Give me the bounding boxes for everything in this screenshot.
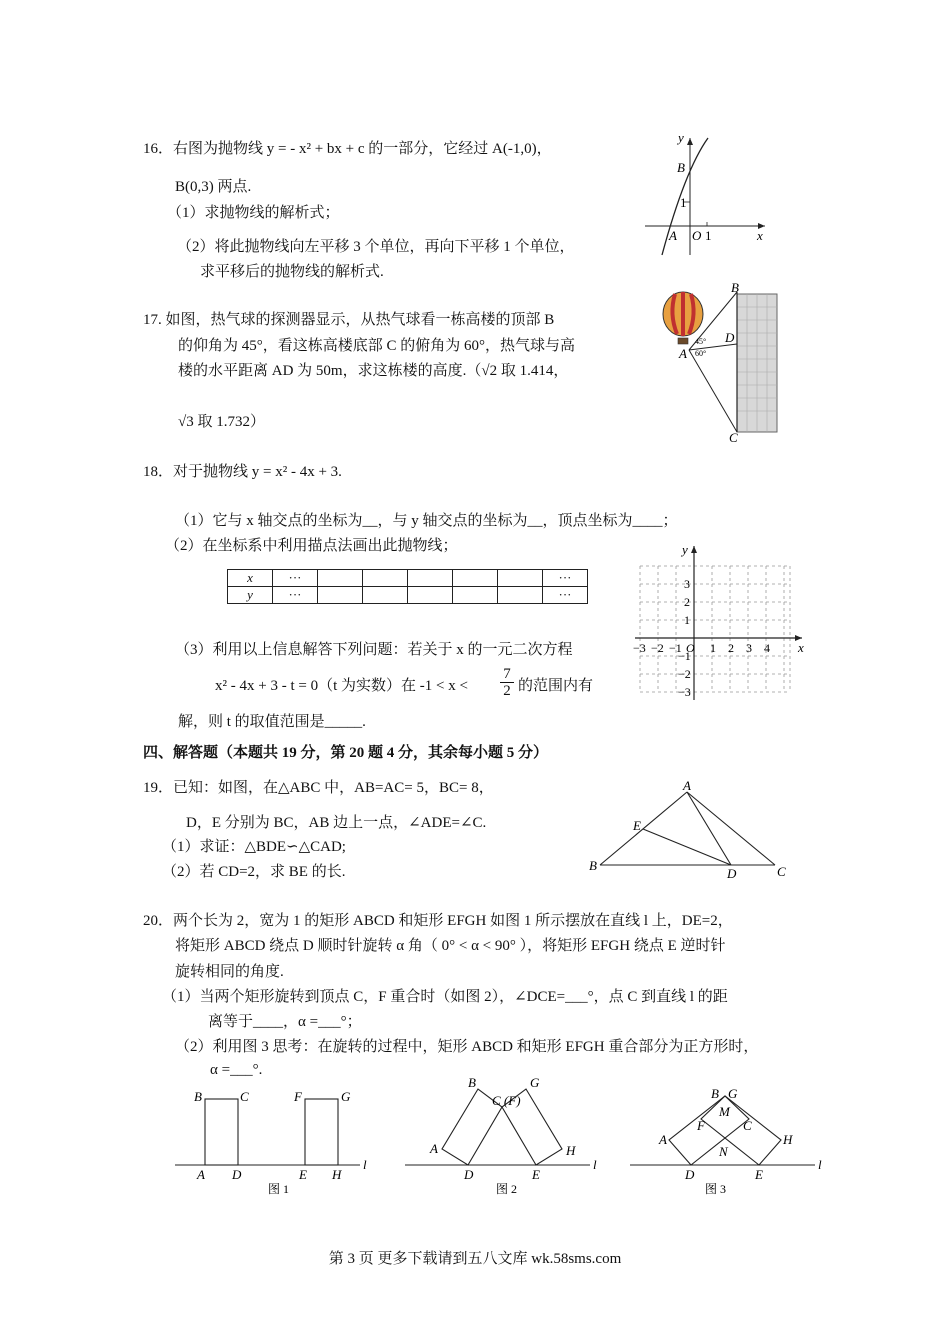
fig2-l: l — [593, 1157, 597, 1172]
q20-part2-b: α =___°. — [210, 1062, 263, 1078]
q17-line4: √3 取 1.732） — [178, 414, 265, 430]
q16-fig-y: y — [678, 130, 684, 145]
fig3-E: E — [755, 1167, 763, 1182]
q18-frac-den: 2 — [503, 683, 511, 699]
q18-line1: 18．对于抛物线 y = x² - 4x + 3. — [143, 464, 342, 480]
fig2-A: A — [430, 1141, 438, 1156]
q19-line1: 19．已知：如图，在△ABC 中，AB=AC= 5，BC= 8， — [143, 780, 494, 796]
q18-grid-y: y — [682, 542, 688, 557]
q20-figure-3 — [625, 1080, 835, 1200]
q20-line2: 将矩形 ABCD 绕点 D 顺时针旋转 α 角（ 0° < α < 90° ），将矩形 EFGH 绕点 E 逆时针 — [175, 938, 726, 954]
q18-grid-ytick: −2 — [678, 667, 691, 681]
q18-grid-xtick: −3 — [633, 641, 646, 655]
table-cell-dots: ··· — [273, 570, 318, 587]
q20-figure-1 — [170, 1085, 380, 1200]
table-header-y: y — [228, 587, 273, 604]
q17-fig-C: C — [729, 430, 738, 445]
q20-part2-a: （2）利用图 3 思考：在旋转的过程中，矩形 ABCD 和矩形 EFGH 重合部分为正方形时， — [175, 1039, 759, 1055]
q20-part1-a: （1）当两个矩形旋转到顶点 C，F 重合时（如图 2），∠DCE=___°，点 C 到直线 l 的距 — [162, 989, 728, 1005]
q18-grid-ytick: −3 — [678, 685, 691, 699]
fig2-D: D — [464, 1167, 474, 1182]
q16-part2-a: （2）将此抛物线向左平移 3 个单位，再向下平移 1 个单位， — [177, 239, 575, 255]
q19-fig-D: D — [727, 866, 737, 881]
table-cell-dots: ··· — [273, 587, 318, 604]
q18-part3-answer: 解，则 t 的取值范围是_____. — [178, 714, 366, 730]
table-row-x — [228, 570, 588, 587]
fig1-caption: 图 1 — [268, 1182, 290, 1196]
q18-grid-xtick: 4 — [764, 641, 770, 655]
q18-grid-ytick: −1 — [678, 649, 691, 663]
q19-line2: D，E 分别为 BC，AB 边上一点，∠ADE=∠C. — [186, 815, 487, 831]
fig3-caption: 图 3 — [705, 1182, 727, 1196]
fig2-caption: 图 2 — [496, 1182, 518, 1196]
table-cell — [408, 587, 453, 604]
q18-frac-num: 7 — [500, 666, 514, 683]
fig2-G: G — [530, 1075, 540, 1090]
page-footer: 第 3 页 更多下载请到五八文库 wk.58sms.com — [328, 1251, 622, 1267]
q18-grid-xtick: 1 — [710, 641, 716, 655]
fig2-CF: C (F) — [492, 1093, 521, 1108]
fig1-D: D — [232, 1167, 242, 1182]
table-cell — [498, 570, 543, 587]
table-cell-dots: ··· — [543, 570, 588, 587]
fig3-C: C — [743, 1118, 752, 1133]
fig3-G: G — [728, 1086, 738, 1101]
q17-fig-60: 60° — [695, 349, 707, 358]
fig2-E: E — [532, 1167, 540, 1182]
fig1-C: C — [240, 1089, 249, 1104]
fig3-D: D — [685, 1167, 695, 1182]
table-cell — [408, 570, 453, 587]
table-cell — [453, 570, 498, 587]
q17-balloon-building-figure — [655, 282, 785, 447]
q19-part2: （2）若 CD=2，求 BE 的长. — [162, 864, 346, 880]
q18-part1: （1）它与 x 轴交点的坐标为__，与 y 轴交点的坐标为__，顶点坐标为____； — [175, 513, 678, 529]
fig2-B: B — [468, 1075, 476, 1090]
q16-line2: B(0,3) 两点. — [175, 179, 252, 195]
q18-grid-ytick: 1 — [684, 613, 690, 627]
q18-frac — [500, 666, 514, 699]
fig1-F: F — [294, 1089, 302, 1104]
q20-line3: 旋转相同的角度. — [175, 964, 284, 980]
q18-grid-xtick: −1 — [669, 641, 682, 655]
q16-parabola-figure — [640, 130, 775, 260]
q20-figure-2 — [400, 1075, 610, 1200]
fig3-B: B — [711, 1086, 719, 1101]
table-cell — [318, 587, 363, 604]
fig1-l: l — [363, 1157, 367, 1172]
q18-grid-ytick: 2 — [684, 595, 690, 609]
fig1-H: H — [332, 1167, 342, 1182]
q17-line1: 17. 如图，热气球的探测器显示，从热气球看一栋高楼的顶部 B — [143, 312, 555, 328]
q18-part3-tail: 的范围内有 — [518, 678, 594, 694]
q17-fig-A: A — [679, 346, 687, 361]
fig1-B: B — [194, 1089, 202, 1104]
table-cell-dots: ··· — [543, 587, 588, 604]
q20-part1-b: 离等于____，α =___°； — [208, 1014, 362, 1030]
fig3-N: N — [719, 1144, 728, 1159]
q18-part3-equation: x² - 4x + 3 - t = 0（t 为实数）在 -1 < x < — [215, 678, 468, 694]
fig3-l: l — [818, 1157, 822, 1172]
table-cell — [363, 570, 408, 587]
q18-grid-O: O — [686, 641, 695, 655]
section-4-title: 四、解答题（本题共 19 分，第 20 题 4 分，其余每小题 5 分） — [143, 745, 549, 761]
q16-part1: （1）求抛物线的解析式； — [167, 205, 340, 221]
table-cell — [453, 587, 498, 604]
q18-grid-ytick: 3 — [684, 577, 690, 591]
table-cell — [363, 587, 408, 604]
q16-fig-B: B — [677, 160, 685, 175]
fig3-F: F — [697, 1118, 705, 1133]
q17-fig-45: 45° — [695, 337, 707, 346]
q16-fig-one-x: 1 — [705, 228, 712, 243]
q20-line1: 20．两个长为 2，宽为 1 的矩形 ABCD 和矩形 EFGH 如图 1 所示摆放在直线 l 上，DE=2， — [143, 913, 733, 929]
fig3-A: A — [659, 1132, 667, 1147]
q16-fig-A: A — [669, 228, 677, 243]
q19-triangle-figure — [585, 780, 795, 880]
q18-grid-xtick: −2 — [651, 641, 664, 655]
q16-line1: 16．右图为抛物线 y = - x² + bx + c 的一部分，它经过 A(-1,0)， — [143, 141, 552, 157]
fig3-M: M — [719, 1104, 730, 1119]
q17-line3: 楼的水平距离 AD 为 50m，求这栋楼的高度.（√2 取 1.414， — [178, 363, 569, 379]
table-header-x: x — [228, 570, 273, 587]
fig1-A: A — [197, 1167, 205, 1182]
q18-value-table — [227, 569, 588, 604]
table-cell — [318, 570, 363, 587]
fig2-H: H — [566, 1143, 576, 1158]
q18-part2: （2）在坐标系中利用描点法画出此抛物线； — [165, 538, 458, 554]
q18-coordinate-grid — [630, 540, 815, 710]
q17-fig-B: B — [731, 280, 739, 295]
q18-grid-xtick: 2 — [728, 641, 734, 655]
q16-fig-O: O — [692, 228, 702, 243]
fig3-H: H — [783, 1132, 793, 1147]
q19-part1: （1）求证：△BDE∽△CAD; — [162, 839, 346, 855]
fig1-G: G — [341, 1089, 351, 1104]
table-row-y — [228, 587, 588, 604]
q19-fig-C: C — [777, 864, 786, 879]
q17-fig-D: D — [725, 330, 735, 345]
q19-fig-E: E — [633, 818, 641, 833]
q18-grid-xtick: 3 — [746, 641, 752, 655]
q16-fig-one-y: 1 — [680, 195, 687, 210]
fig1-E: E — [299, 1167, 307, 1182]
q17-line2: 的仰角为 45°，看这栋高楼底部 C 的俯角为 60°，热气球与高 — [178, 338, 576, 354]
table-cell — [498, 587, 543, 604]
q19-fig-A: A — [683, 778, 691, 793]
q16-fig-x: x — [757, 228, 763, 243]
q18-part3: （3）利用以上信息解答下列问题：若关于 x 的一元二次方程 — [175, 642, 573, 658]
q16-part2-b: 求平移后的抛物线的解析式. — [200, 264, 384, 280]
q19-fig-B: B — [589, 858, 597, 873]
q18-grid-x: x — [798, 640, 804, 655]
